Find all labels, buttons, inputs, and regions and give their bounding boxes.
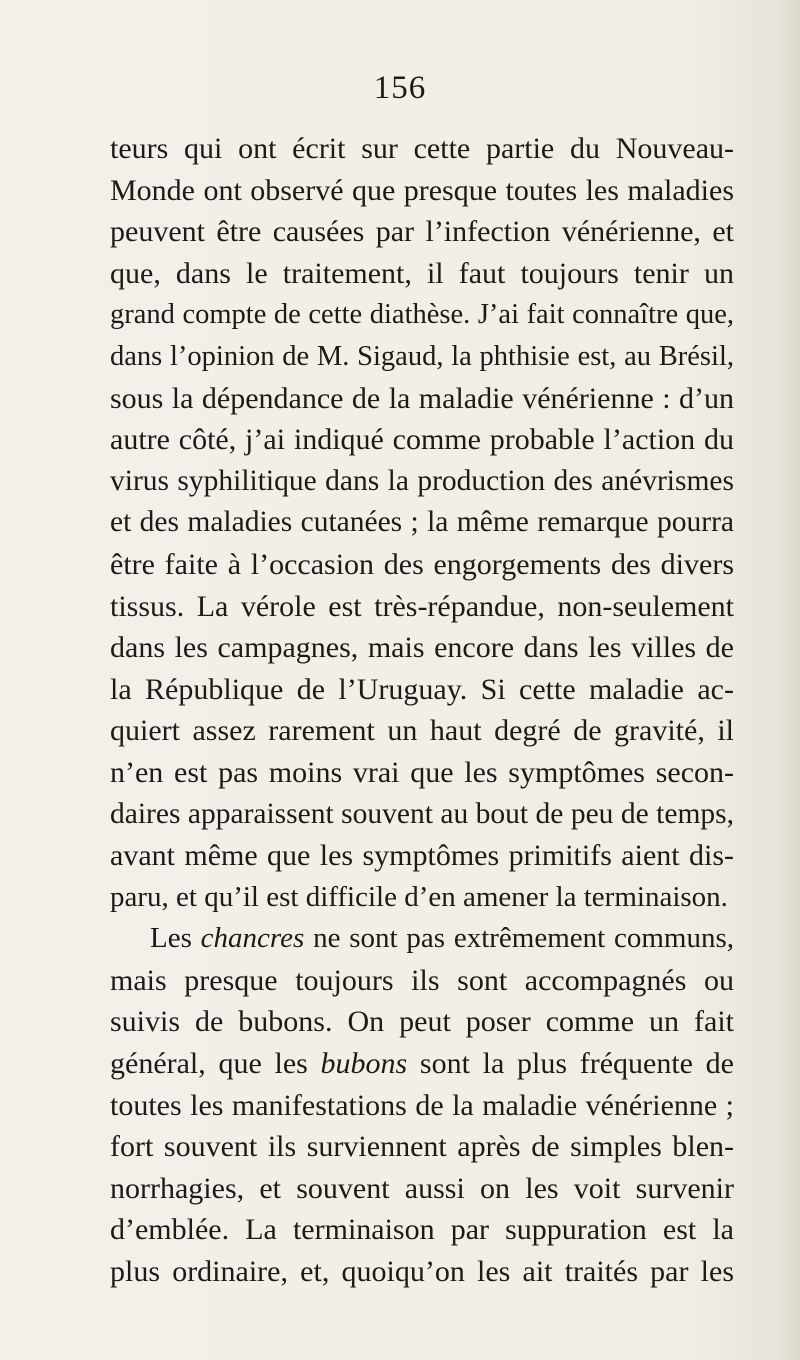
text-line bbox=[110, 1043, 734, 1085]
text-line: que, dans le traitement, il faut toujours tenir un bbox=[110, 256, 734, 290]
text-run: ne sont pas extrêmement communs, bbox=[304, 922, 735, 955]
text-line: teurs qui ont écrit sur cette partie du Nouveau- bbox=[110, 132, 734, 165]
text-line: sous la dépendance de la maladie vénérienne : d’un bbox=[110, 381, 734, 415]
italic-term: chancres bbox=[200, 922, 305, 955]
text-line: toutes les manifestations de la maladie vénérienne ; bbox=[110, 1088, 734, 1122]
text-line: dans les campagnes, mais encore dans les villes de bbox=[110, 631, 734, 665]
text-line: grand compte de cette diathèse. J’ai fait connaître que, bbox=[110, 299, 734, 331]
text-line: virus syphilitique dans la production des anévrismes bbox=[110, 464, 734, 497]
italic-term: bubons bbox=[320, 1047, 408, 1081]
text-line: suivis de bubons. On peut poser comme un fait bbox=[110, 1005, 734, 1039]
text-line: peuvent être causées par l’infection vénérienne, et bbox=[110, 215, 734, 249]
text-line: la République de l’Uruguay. Si cette maladie ac- bbox=[110, 672, 734, 706]
text-line: paru, et qu’il est difficile d’en amener la terminaison. bbox=[110, 880, 728, 913]
text-line: avant même que les symptômes primitifs aient dis- bbox=[110, 839, 734, 873]
text-run: sont la plus fréquente de bbox=[407, 1047, 734, 1081]
text-line: tissus. La vérole est très-répandue, non-seulement bbox=[110, 589, 734, 623]
paragraph-1 bbox=[110, 128, 734, 918]
text-line: plus ordinaire, et, quoiqu’on les ait traités par les bbox=[110, 1255, 734, 1289]
text-line: Monde ont observé que presque toutes les maladies bbox=[110, 173, 734, 207]
text-line: daires apparaissent souvent au bout de peu de temps, bbox=[110, 797, 734, 830]
paragraph-2 bbox=[110, 918, 734, 1292]
text-line: n’en est pas moins vrai que les symptômes secon- bbox=[110, 755, 734, 789]
text-line bbox=[110, 918, 734, 960]
page-number: 156 bbox=[373, 70, 427, 106]
text-line: fort souvent ils surviennent après de simples blen- bbox=[110, 1130, 734, 1164]
text-line: autre côté, j’ai indiqué comme probable l’action du bbox=[110, 423, 734, 457]
text-run: Les bbox=[150, 922, 201, 955]
body-text bbox=[110, 128, 734, 1293]
text-line: d’emblée. La terminaison par suppuration est la bbox=[110, 1213, 734, 1247]
text-line: et des maladies cutanées ; la même remarque pourra bbox=[110, 506, 734, 539]
text-line: mais presque toujours ils sont accompagnés ou bbox=[110, 963, 734, 997]
text-line: norrhagies, et souvent aussi on les voit survenir bbox=[110, 1171, 734, 1205]
text-line: dans l’opinion de M. Sigaud, la phthisie est, au Brésil, bbox=[110, 340, 734, 372]
text-run: général, que les bbox=[110, 1047, 321, 1081]
text-line: quiert assez rarement un haut degré de gravité, il bbox=[110, 714, 734, 748]
text-line: être faite à l’occasion des engorgements des divers bbox=[110, 547, 734, 581]
